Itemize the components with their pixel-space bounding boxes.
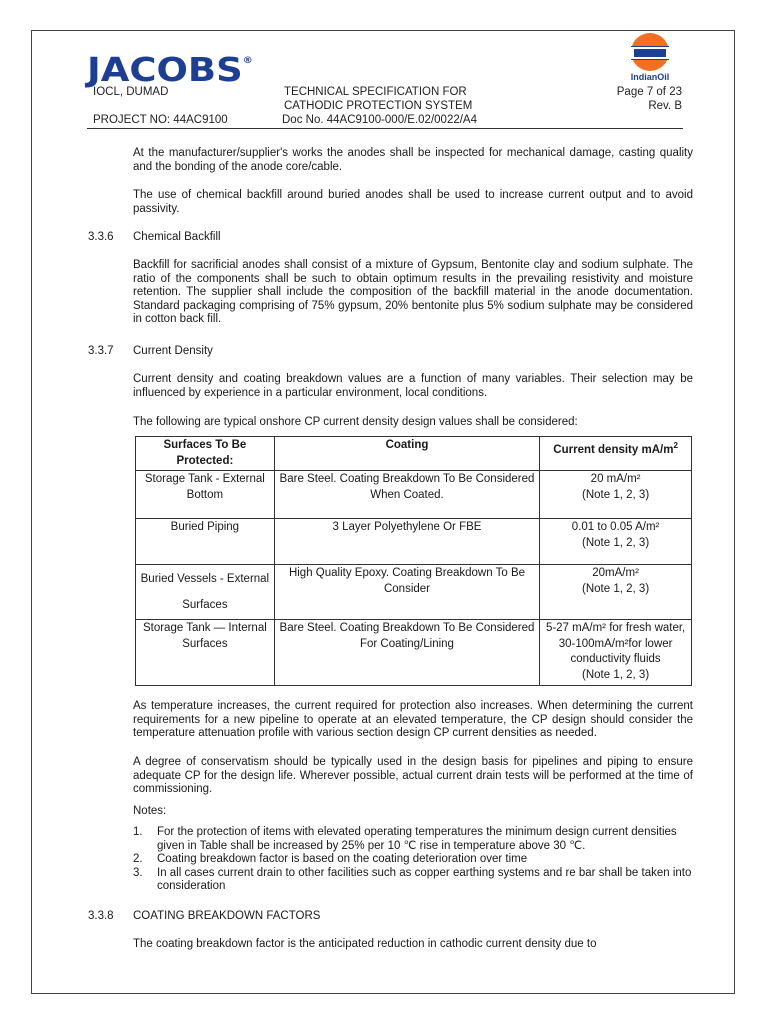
registered-mark: ® — [242, 56, 253, 66]
paragraph-current-density-variables: Current density and coating breakdown values are a function of many variables. Their selection may be influenced by experience in a particular environment, local conditions. — [133, 373, 693, 399]
indianoil-emblem-icon — [631, 33, 669, 71]
doc-title-line2: CATHODIC PROTECTION SYSTEM — [284, 100, 473, 112]
table-header-row — [136, 437, 692, 471]
doc-number: Doc No. 44AC9100-000/E.02/0022/A4 — [282, 114, 477, 126]
paragraph-temperature-effect: As temperature increases, the current required for protection also increases. When determining the current requirements for a new pipeline to operate at an elevated temperature, the CP design should consider the temperature attenuation profile with various section design CP current densities as needed. — [133, 700, 693, 739]
project-number: PROJECT NO: 44AC9100 — [93, 114, 228, 126]
table-row — [136, 471, 692, 519]
notes-list — [133, 826, 693, 894]
table-cell-coating: 3 Layer Polyethylene Or FBE — [274, 519, 539, 565]
current-density-table — [135, 436, 692, 686]
paragraph-table-intro: The following are typical onshore CP current density design values shall be considered: — [133, 416, 578, 428]
section-title-coating-breakdown: COATING BREAKDOWN FACTORS — [133, 910, 321, 922]
table-cell-coating: High Quality Epoxy. Coating Breakdown To Be Consider — [274, 565, 539, 620]
section-title-chemical-backfill: Chemical Backfill — [133, 231, 221, 243]
notes-label: Notes: — [133, 805, 167, 817]
table-cell-coating: Bare Steel. Coating Breakdown To Be Considered When Coated. — [274, 471, 539, 519]
paragraph-chemical-backfill-use: The use of chemical backfill around buried anodes shall be used to increase current output and to avoid passivity. — [133, 189, 693, 215]
table-cell-density: 20 mA/m² (Note 1, 2, 3) — [540, 471, 692, 519]
table-cell-density: 20mA/m² (Note 1, 2, 3) — [540, 565, 692, 620]
revision: Rev. B — [648, 100, 682, 112]
table-row — [136, 565, 692, 620]
paragraph-coating-breakdown-intro: The coating breakdown factor is the anticipated reduction in cathodic current density due to — [133, 938, 597, 950]
table-header-coating: Coating — [274, 437, 539, 471]
paragraph-anode-inspection: At the manufacturer/supplier's works the anodes shall be inspected for mechanical damage, casting quality and the bonding of the anode core/cable. — [133, 147, 693, 173]
list-item: 2. Coating breakdown factor is based on the coating deterioration over time — [133, 853, 528, 865]
table-row — [136, 519, 692, 565]
list-item: 1. For the protection of items with elevated operating temperatures the minimum design current densities given in Table shall be increased by 25% per 10 ℃ rise in temperature above 30 ℃. — [133, 826, 677, 852]
table-cell-coating: Bare Steel. Coating Breakdown To Be Considered For Coating/Lining — [274, 620, 539, 686]
paragraph-backfill-composition: Backfill for sacrificial anodes shall consist of a mixture of Gypsum, Bentonite clay and sodium sulphate. The ratio of the components shall be such to obtain optimum results in the prevailing resistivity and moisture retention. The supplier shall include the composition of the backfill material in the anode documentation. Standard packaging comprising of 75% gypsum, 20% bentonite plus 5% sodium sulphate may be considered in cotton back fill. — [133, 259, 693, 325]
table-header-surfaces: Surfaces To Be Protected: — [136, 437, 275, 471]
section-number-3-3-8: 3.3.8 — [88, 910, 114, 922]
indianoil-logo-text: IndianOil — [630, 72, 670, 82]
doc-title-line1: TECHNICAL SPECIFICATION FOR — [284, 86, 467, 98]
client-name: IOCL, DUMAD — [93, 86, 169, 98]
table-header-current-density: Current density $mA/m^2$ — [540, 437, 692, 471]
header-divider — [87, 128, 683, 129]
table-cell-density: 0.01 to 0.05 A/m² (Note 1, 2, 3) — [540, 519, 692, 565]
section-title-current-density: Current Density — [133, 345, 213, 357]
section-number-3-3-6: 3.3.6 — [88, 231, 114, 243]
page-number: Page 7 of 23 — [616, 86, 682, 98]
table-cell-surface: Storage Tank — Internal Surfaces — [136, 620, 275, 686]
indianoil-logo — [628, 33, 672, 82]
table-cell-surface: Storage Tank - External Bottom — [136, 471, 275, 519]
table-cell-surface: Buried Piping — [136, 519, 275, 565]
paragraph-conservatism: A degree of conservatism should be typically used in the design basis for pipelines and piping to ensure adequate CP for the design life. Wherever possible, actual current drain tests will be performed at the time of commissioning. — [133, 756, 693, 795]
list-item: 3. In all cases current drain to other facilities such as copper earthing systems and re bar shall be taken into consideration — [133, 866, 692, 892]
table-cell-surface: Buried Vessels - External Surfaces — [136, 565, 275, 620]
section-number-3-3-7: 3.3.7 — [88, 345, 114, 357]
table-row — [136, 620, 692, 686]
jacobs-logo-text: JACOBS — [87, 50, 243, 89]
jacobs-logo — [87, 50, 253, 89]
table-cell-density: 5-27 mA/m² for fresh water, 30-100mA/m²for lower conductivity fluids (Note 1, 2, 3) — [540, 620, 692, 686]
